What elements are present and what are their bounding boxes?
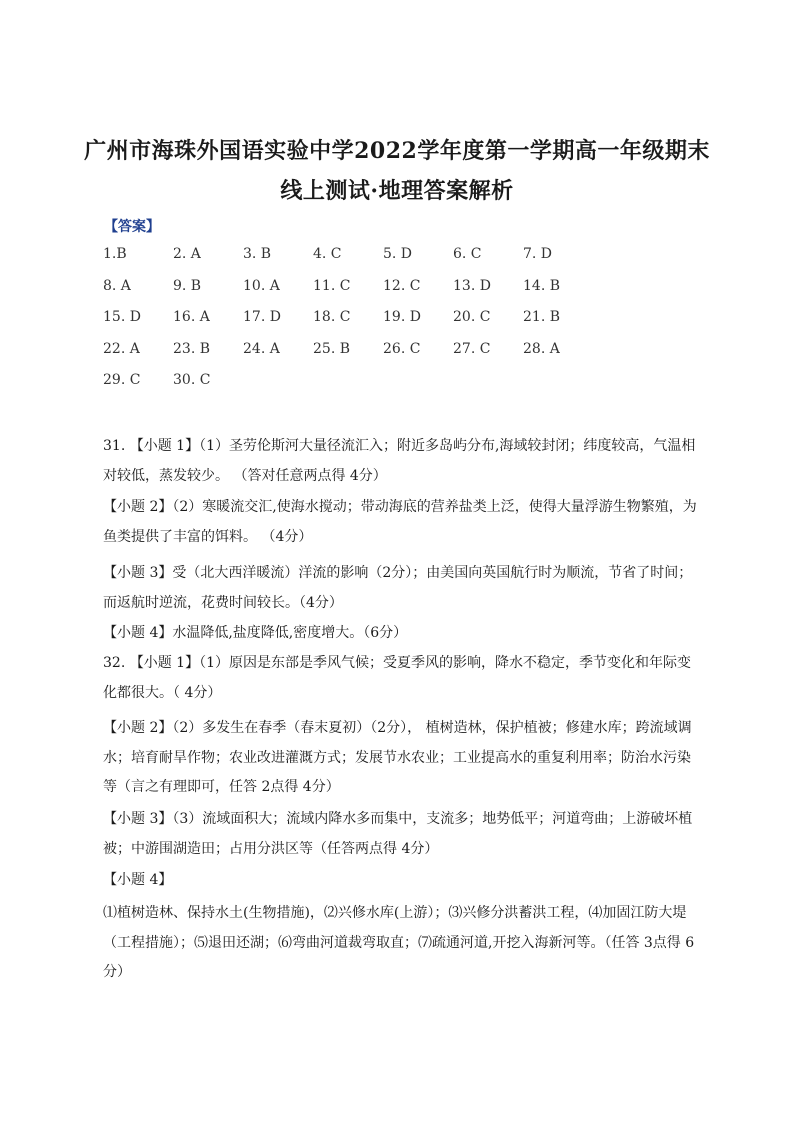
answer-item: 21. B [523,309,561,325]
answer-item: 26. C [383,340,421,357]
answer-item: 30. C [173,372,211,388]
answer-item: 1.B [103,246,127,262]
answer-item: 18. C [313,309,351,325]
answer-item: 24. A [243,340,280,357]
answer-row [103,246,603,278]
answer-item: 6. C [453,246,482,262]
answer-item: 28. A [523,340,560,357]
answer-item: 22. A [103,340,140,357]
q32-part2: 【小题 2】（2）多发生在春季（春末夏初）（2分）， 植树造林，保护植被；修建水库；跨流域调水；培育耐旱作物；农业改进灌溉方式；发展节水农业；工业提高水的重复利用率；防治水污染等（言之有理即可，任答 2点得 4分） [103,720,692,795]
answer-item: 4. C [313,246,342,262]
q32-part1: 32. 【小题 1】（1）原因是东部是季风气候；受夏季风的影响，降水不稳定，季节变化和年际变化都很大。（ 4分） [103,655,691,701]
answer-item: 16. A [173,309,210,325]
q32-part4-body: ⑴植树造林、保持水土(生物措施)，⑵兴修水库(上游）；⑶兴修分洪蓄洪工程，⑷加固江防大堤（工程措施）；⑸退田还湖；⑹弯曲河道裁弯取直；⑺疏通河道,开挖入海新河等。（任答 3点得 6分） [103,905,695,980]
answer-item: 9. B [173,277,202,294]
answer-item: 25. B [313,340,351,357]
answer-item: 15. D [103,309,141,325]
answer-item: 7. D [523,246,553,262]
answer-item: 12. C [383,277,421,294]
answer-item: 8. A [103,277,131,294]
answer-item: 5. D [383,246,413,262]
answer-row [103,278,603,310]
page-title: 广州市海珠外国语实验中学2022学年度第一学期高一年级期末 [84,138,710,164]
answer-item: 11. C [313,277,351,294]
q31-part2: 【小题 2】（2）寒暖流交汇,使海水搅动；带动海底的营养盐类上泛，使得大量浮游生物繁殖，为鱼类提供了丰富的饵料。 （4分） [103,499,697,545]
answer-item: 29. C [103,372,141,388]
answer-item: 3. B [243,246,272,262]
q31-part1: 31. 【小题 1】（1）圣劳伦斯河大量径流汇入；附近多岛屿分布,海域较封闭；纬度较高，气温相对较低，蒸发较少。 （答对任意两点得 4分） [103,438,696,484]
answer-item: 23. B [173,340,211,357]
q32-part4-heading: 【小题 4】 [103,872,173,888]
answer-item: 13. D [453,277,491,294]
answer-item: 14. B [523,277,561,294]
page-subtitle: 线上测试·地理答案解析 [280,178,514,204]
answer-item: 20. C [453,309,491,325]
answer-grid [103,246,603,404]
answer-item: 10. A [243,277,280,294]
answer-row [103,372,603,404]
q31-part4: 【小题 4】水温降低,盐度降低,密度增大。（6分） [103,625,408,641]
answer-row [103,309,603,341]
q32-part3: 【小题 3】（3）流域面积大；流域内降水多而集中，支流多；地势低平；河道弯曲；上游破坏植被；中游围湖造田；占用分洪区等（任答两点得 4分） [103,811,693,857]
q31-part3: 【小题 3】受（北大西洋暖流）洋流的影响（2分）；由美国向英国航行时为顺流，节省了时间；而返航时逆流，花费时间较长。（4分） [103,565,693,611]
answer-label: 【答案】 [104,219,160,235]
answer-row [103,341,603,373]
answer-item: 2. A [173,246,201,262]
answer-item: 17. D [243,309,281,325]
answer-item: 27. C [453,340,491,357]
answer-item: 19. D [383,309,421,325]
